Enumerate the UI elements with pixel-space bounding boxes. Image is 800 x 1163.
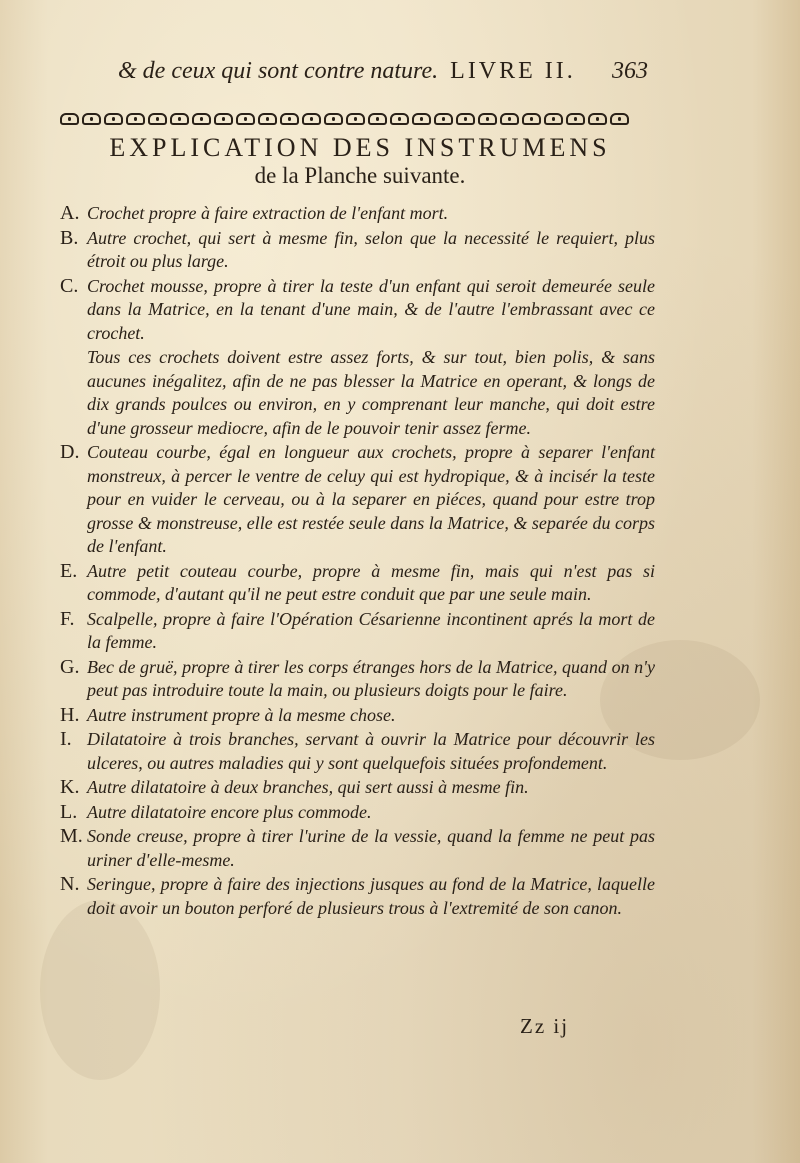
instrument-list	[60, 202, 655, 921]
running-head	[118, 58, 663, 85]
entry-label: L.	[60, 800, 78, 823]
instrument-entry	[60, 656, 655, 703]
entry-text: Autre instrument propre à la mesme chose.	[87, 704, 396, 725]
instrument-entry	[60, 560, 655, 607]
paper-stain	[40, 900, 160, 1080]
entry-label: I.	[60, 728, 72, 750]
instrument-entry	[60, 202, 655, 226]
instrument-entry	[60, 441, 655, 559]
instrument-entry	[60, 275, 655, 346]
instrument-entry	[60, 776, 655, 800]
entry-text: Crochet mousse, propre à tirer la teste d'un enfant qui seroit demeurée seule dans la Matrice, en la tenant d'une main, & de l'autre l'embrassant avec ce crochet.	[87, 275, 655, 343]
entry-label: B.	[60, 226, 79, 249]
entry-text: Sonde creuse, propre à tirer l'urine de la vessie, quand la femme ne peut pas uriner d'elle-mesme.	[87, 826, 655, 870]
entry-label: C.	[60, 274, 79, 297]
instrument-entry	[60, 801, 655, 825]
entry-text: Autre dilatatoire encore plus commode.	[87, 801, 372, 822]
entry-text: Bec de gruë, propre à tirer les corps étranges hors de la Matrice, quand on n'y peut pas introduire toute la main, ou plusieurs doigts pour le faire.	[87, 656, 655, 700]
section-title: EXPLICATION DES INSTRUMENS	[109, 133, 611, 162]
entry-label: D.	[60, 441, 80, 463]
entry-text: Couteau courbe, égal en longueur aux crochets, propre à separer l'enfant monstreux, à percer le ventre de celuy qui est hydropique, & à incisér la teste pour en vuider le cerveau, ou à la separer en piéces, quand pour estre trop grosse & monstreuse, elle est restée seule dans la Matrice, & separée du corps de l'enfant.	[87, 442, 655, 556]
entry-text: Autre petit couteau courbe, propre à mesme fin, mais qui n'est pas si commode, d'autant qu'il ne peut estre conduit que par une seule main.	[87, 560, 655, 604]
entry-label: E.	[60, 559, 78, 582]
signature-mark: Zz ij	[520, 1014, 570, 1038]
page-number: 363	[612, 58, 648, 84]
entry-text: Seringue, propre à faire des injections jusques au fond de la Matrice, laquelle doit avoir un bouton perforé de plusieurs trous à l'extremité de son canon.	[87, 874, 655, 918]
instrument-note	[60, 346, 655, 440]
entry-text: Autre dilatatoire à deux branches, qui sert aussi à mesme fin.	[87, 777, 529, 797]
entry-label: F.	[60, 607, 75, 630]
instrument-entry	[60, 825, 655, 872]
entry-label: A.	[60, 202, 80, 224]
instrument-entry	[60, 608, 655, 655]
instrument-entry	[60, 704, 655, 728]
entry-text: Scalpelle, propre à faire l'Opération Césarienne incontinent aprés la mort de la femme.	[87, 608, 655, 652]
entry-text: Dilatatoire à trois branches, servant à ouvrir la Matrice pour découvrir les ulceres, ou autres maladies qui y sont quelquefois situées profondement.	[87, 729, 655, 773]
entry-label: N.	[60, 873, 80, 895]
ornament-band	[60, 108, 640, 124]
entry-text: Crochet propre à faire extraction de l'enfant mort.	[87, 203, 449, 223]
entry-label: G.	[60, 655, 80, 678]
instrument-entry	[60, 227, 655, 274]
entry-label: K.	[60, 776, 80, 798]
entry-label: H.	[60, 703, 80, 726]
instrument-entry	[60, 873, 655, 920]
entry-text: Tous ces crochets doivent estre assez forts, & sur tout, bien polis, & sans aucunes inégalitez, afin de ne pas blesser la Matrice en operant, & longs de dix grands poulces ou environ, en y comprenant leur manche, qui doit estre d'une grosseur mediocre, afin de le pouvoir tenir assez ferme.	[87, 347, 655, 438]
entry-label: M.	[60, 825, 83, 847]
running-title: & de ceux qui sont contre nature.	[118, 58, 439, 84]
book-number: LIVRE II.	[450, 58, 576, 84]
entry-text: Autre crochet, qui sert à mesme fin, selon que la necessité le requiert, plus étroit ou plus large.	[87, 227, 655, 271]
instrument-entry	[60, 728, 655, 775]
section-subtitle: de la Planche suivante.	[254, 163, 466, 188]
